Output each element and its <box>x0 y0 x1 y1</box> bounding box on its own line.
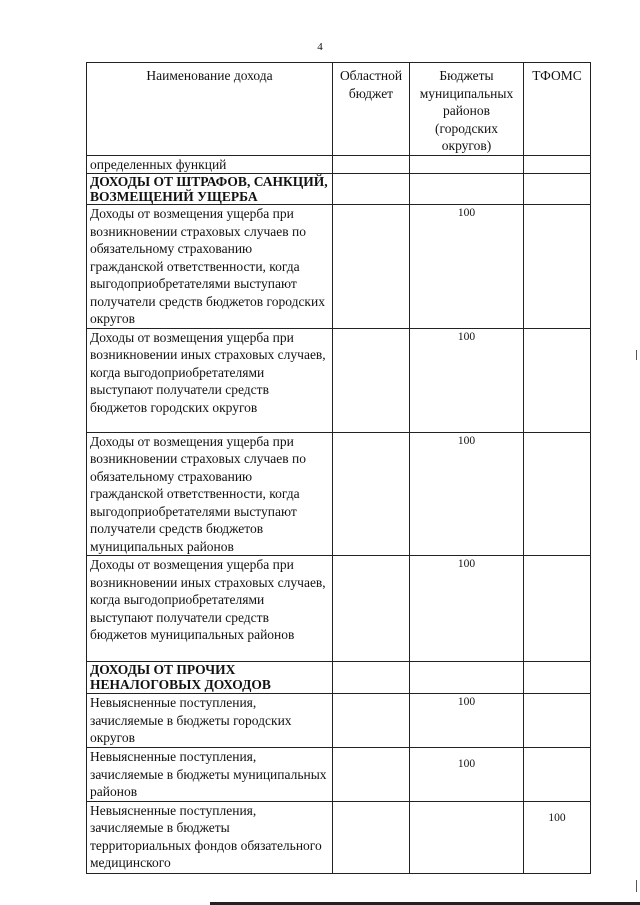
tfoms-value <box>524 432 591 556</box>
table-row <box>87 748 591 802</box>
revenue-distribution-table <box>86 62 591 874</box>
municipal-value <box>410 801 524 873</box>
regional-value <box>333 748 410 802</box>
regional-value <box>333 694 410 748</box>
table-row <box>87 205 591 329</box>
revenue-name: Доходы от возмещения ущерба при возникновении страховых случаев по обязательному страхованию гражданской ответственности, когда выгодоприобретателями выступают получатели средств бюджетов городских округов <box>87 205 333 329</box>
table-header-row <box>87 63 591 156</box>
regional-value <box>333 662 410 694</box>
revenue-name: Доходы от возмещения ущерба при возникновении иных страховых случаев, когда выгодоприобретателями выступают получатели средств бюджетов городских округов <box>87 328 333 432</box>
municipal-value: 100 <box>410 432 524 556</box>
regional-value <box>333 205 410 329</box>
revenue-name: Невыясненные поступления, зачисляемые в бюджеты городских округов <box>87 694 333 748</box>
table-row <box>87 432 591 556</box>
scan-edge-mark <box>636 350 637 360</box>
tfoms-value: 100 <box>524 801 591 873</box>
municipal-value <box>410 662 524 694</box>
table-row <box>87 801 591 873</box>
revenue-name: Доходы от возмещения ущерба при возникновении иных страховых случаев, когда выгодоприобретателями выступают получатели средств бюджетов муниципальных районов <box>87 556 333 662</box>
regional-value <box>333 328 410 432</box>
section-heading: ДОХОДЫ ОТ ШТРАФОВ, САНКЦИЙ, ВОЗМЕЩЕНИЙ УЩЕРБА <box>87 174 333 205</box>
tfoms-value <box>524 328 591 432</box>
tfoms-value <box>524 694 591 748</box>
tfoms-value <box>524 174 591 205</box>
regional-value <box>333 155 410 174</box>
page-number: 4 <box>317 41 323 53</box>
tfoms-value <box>524 556 591 662</box>
regional-value <box>333 556 410 662</box>
revenue-name: Невыясненные поступления, зачисляемые в бюджеты территориальных фондов обязательного медицинского <box>87 801 333 873</box>
scan-edge-mark <box>636 880 637 892</box>
municipal-value: 100 <box>410 328 524 432</box>
municipal-value: 100 <box>410 748 524 802</box>
table-row <box>87 155 591 174</box>
header-regional-budget: Областной бюджет <box>333 63 410 156</box>
section-heading-row <box>87 662 591 694</box>
revenue-name: Невыясненные поступления, зачисляемые в бюджеты муниципальных районов <box>87 748 333 802</box>
revenue-name: Доходы от возмещения ущерба при возникновении страховых случаев по обязательному страхованию гражданской ответственности, когда выгодоприобретателями выступают получатели средств бюджетов муниципальных районов <box>87 432 333 556</box>
municipal-value <box>410 174 524 205</box>
tfoms-value <box>524 662 591 694</box>
municipal-value: 100 <box>410 556 524 662</box>
tfoms-value <box>524 748 591 802</box>
regional-value <box>333 801 410 873</box>
section-heading-row <box>87 174 591 205</box>
municipal-value: 100 <box>410 694 524 748</box>
regional-value <box>333 174 410 205</box>
table-row <box>87 328 591 432</box>
table-row <box>87 556 591 662</box>
regional-value <box>333 432 410 556</box>
section-heading: ДОХОДЫ ОТ ПРОЧИХ НЕНАЛОГОВЫХ ДОХОДОВ <box>87 662 333 694</box>
revenue-name: определенных функций <box>87 155 333 174</box>
municipal-value <box>410 155 524 174</box>
municipal-value: 100 <box>410 205 524 329</box>
header-municipal-budgets: Бюджеты муниципальных районов (городских округов) <box>410 63 524 156</box>
tfoms-value <box>524 205 591 329</box>
table-row <box>87 694 591 748</box>
header-tfoms: ТФОМС <box>524 63 591 156</box>
tfoms-value <box>524 155 591 174</box>
header-revenue-name: Наименование дохода <box>87 63 333 156</box>
